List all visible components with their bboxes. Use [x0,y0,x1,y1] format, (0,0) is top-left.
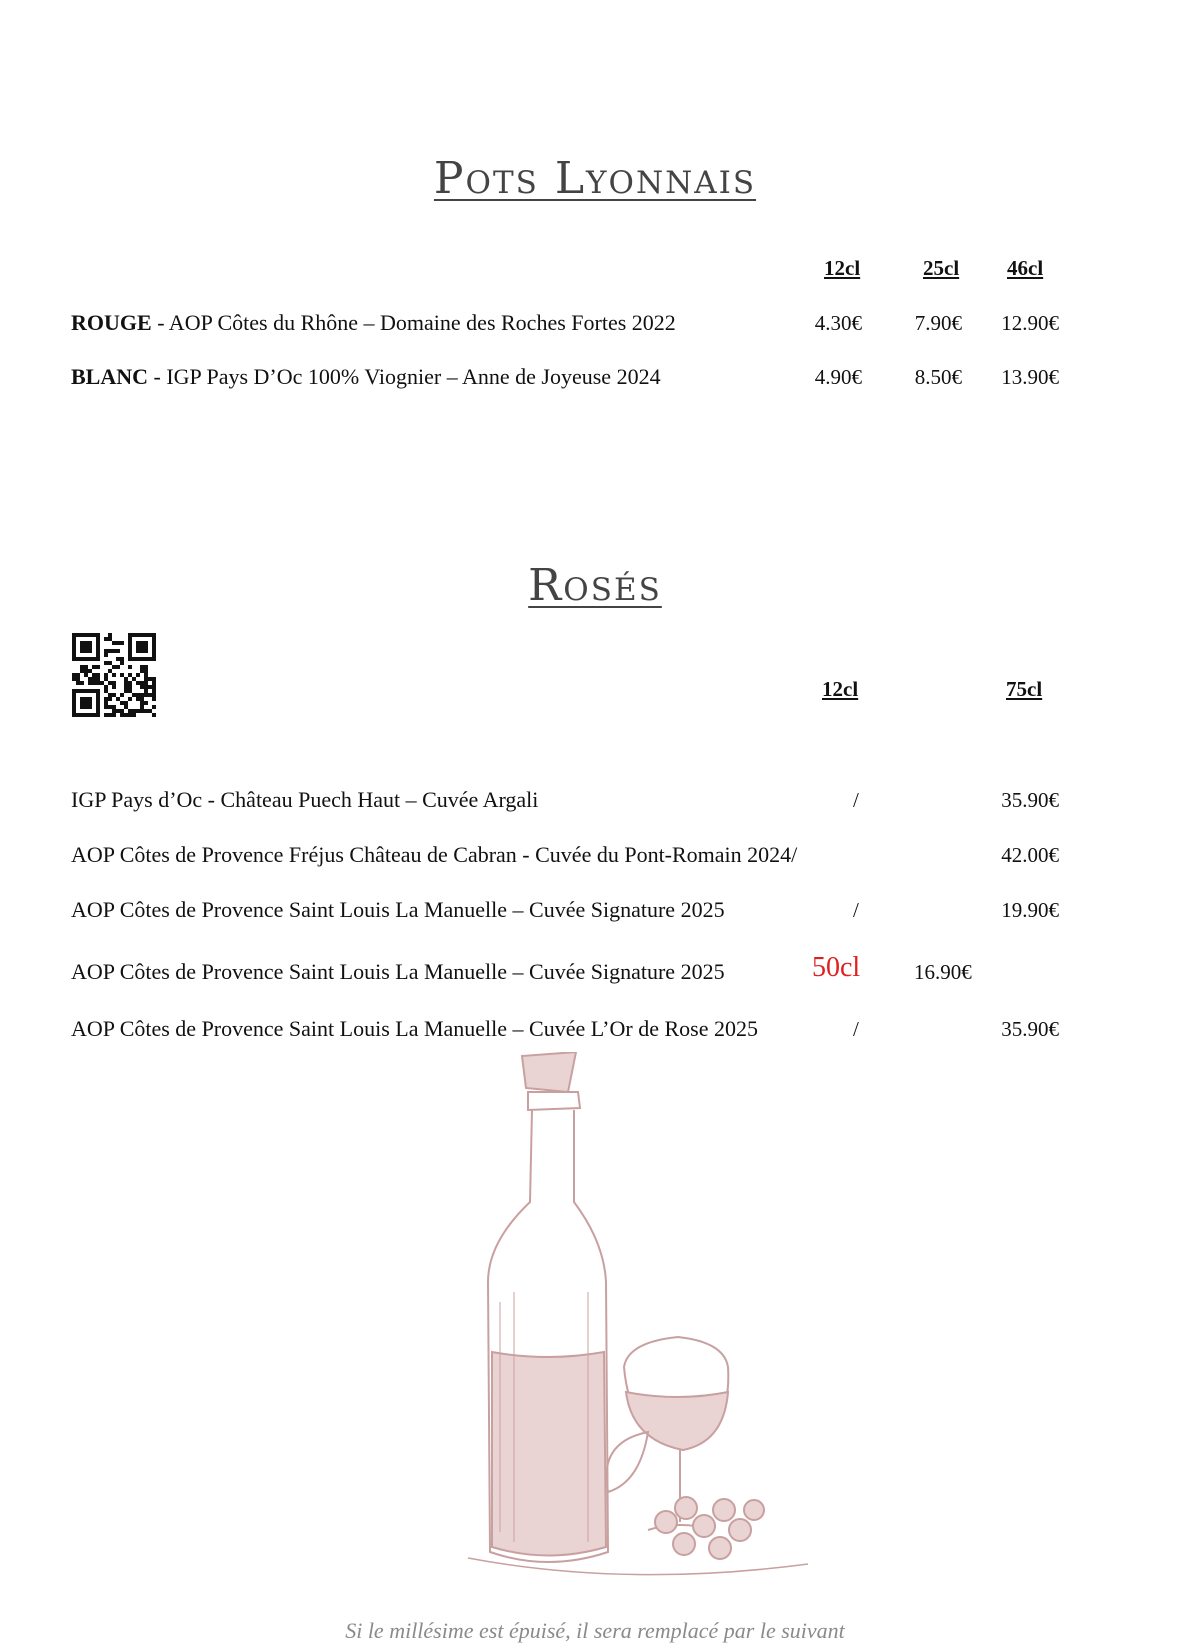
pots-blanc-price-46: 13.90€ [1001,365,1059,389]
pots-blanc-price-25: 8.50€ [914,365,962,389]
roses-row-2-price-75: 42.00€ [1001,843,1059,867]
roses-row-1: IGP Pays d’Oc - Château Puech Haut – Cuvée Argali [71,787,539,812]
pots-row-rouge-desc: - AOP Côtes du Rhône – Domaine des Roches Fortes 2022 [151,310,676,335]
roses-header-12cl: 12cl [822,677,859,701]
roses-row-5-price-75: 35.90€ [1001,1017,1059,1041]
roses-row-1-price-75: 35.90€ [1001,788,1059,812]
roses-row-4: AOP Côtes de Provence Saint Louis La Manuelle – Cuvée Signature 2025 [71,959,725,984]
pots-rouge-price-46: 12.90€ [1001,311,1059,335]
pots-lyonnais-title: Pots Lyonnais [433,153,757,204]
footer-note: Si le millésime est épuisé, il sera remplacé par le suivant [345,1618,845,1643]
roses-row-2 [71,842,797,868]
roses-row-5: AOP Côtes de Provence Saint Louis La Manuelle – Cuvée L’Or de Rose 2025 [71,1016,758,1041]
pots-row-blanc [71,364,661,390]
pots-row-blanc-label: BLANC [71,364,149,389]
roses-row-2-desc: AOP Côtes de Provence Fréjus Château de Cabran - Cuvée du Pont-Romain 2024 [71,842,792,867]
roses-row-2-price-12: / [791,842,798,867]
pots-header-12cl: 12cl [824,256,861,280]
roses-row-4-size-badge: 50cl [812,952,861,983]
roses-row-3-price-75: 19.90€ [1001,898,1059,922]
roses-row-1-price-12: / [853,788,859,812]
pots-header-46cl: 46cl [1007,256,1044,280]
wine-bottle-and-glass-illustration [428,1052,848,1592]
roses-title: Rosés [528,560,662,611]
pots-row-blanc-desc: - IGP Pays D’Oc 100% Viognier – Anne de Joyeuse 2024 [148,364,661,389]
roses-row-4-price-50: 16.90€ [914,960,972,984]
qr-code-icon[interactable] [72,633,156,717]
roses-header-75cl: 75cl [1006,677,1043,701]
roses-row-3-price-12: / [853,898,859,922]
pots-row-rouge-label: ROUGE [71,310,152,335]
pots-rouge-price-12: 4.30€ [814,311,862,335]
roses-row-3: AOP Côtes de Provence Saint Louis La Manuelle – Cuvée Signature 2025 [71,897,725,922]
pots-rouge-price-25: 7.90€ [914,311,962,335]
pots-header-25cl: 25cl [923,256,960,280]
pots-blanc-price-12: 4.90€ [814,365,862,389]
pots-row-rouge [71,310,676,336]
roses-row-5-price-12: / [853,1017,859,1041]
